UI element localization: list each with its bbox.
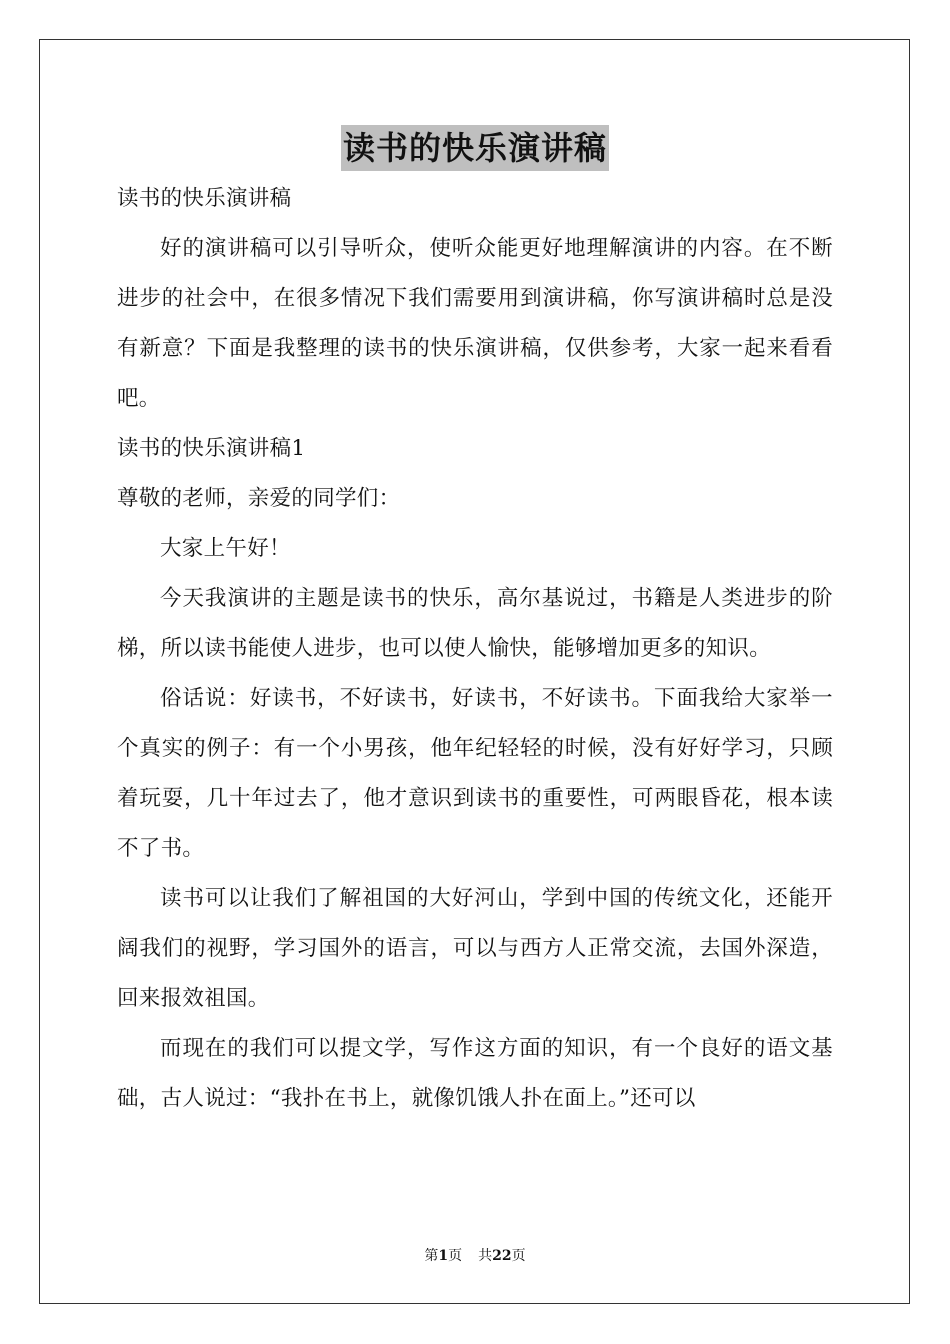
page-total-suffix: 页: [511, 1248, 526, 1264]
paragraph-7: 读书可以让我们了解祖国的大好河山，学到中国的传统文化，还能开阔我们的视野，学习国外的语言，可以与西方人正常交流，去国外深造，回来报效祖国。: [117, 886, 833, 1011]
page-number-prefix: 第: [424, 1248, 439, 1264]
paragraph-2: 读书的快乐演讲稿1: [117, 436, 306, 461]
paragraph-6: 俗话说：好读书，不好读书，好读书，不好读书。下面我给大家举一个真实的例子：有一个小男孩，他年纪轻轻的时候，没有好好学习，只顾着玩耍，几十年过去了，他才意识到读书的重要性，可两眼昏花，根本读不了书。: [117, 686, 833, 861]
paragraph-4: 大家上午好！: [160, 536, 291, 561]
paragraph-5: 今天我演讲的主题是读书的快乐，高尔基说过，书籍是人类进步的阶梯，所以读书能使人进步，也可以使人愉快，能够增加更多的知识。: [117, 586, 833, 661]
paragraph-3: 尊敬的老师，亲爱的同学们：: [117, 486, 401, 511]
paragraph-0: 读书的快乐演讲稿: [117, 186, 292, 211]
page-number-total: 22: [492, 1248, 512, 1264]
page-footer: [0, 1246, 950, 1266]
page-total-prefix: 共: [478, 1248, 493, 1264]
page-number-current: 1: [438, 1248, 449, 1264]
paragraph-8: 而现在的我们可以提文学，写作这方面的知识，有一个良好的语文基础，古人说过：“我扑在书上，就像饥饿人扑在面上。”还可以: [117, 1036, 833, 1111]
document-title: 读书的快乐演讲稿: [341, 125, 609, 171]
paragraph-1: 好的演讲稿可以引导听众，使听众能更好地理解演讲的内容。在不断进步的社会中，在很多情况下我们需要用到演讲稿，你写演讲稿时总是没有新意？下面是我整理的读书的快乐演讲稿，仅供参考，大家一起来看看吧。: [117, 236, 833, 411]
title-wrapper: [0, 125, 950, 171]
page-number-suffix: 页: [448, 1248, 463, 1264]
document-body: [117, 174, 833, 1124]
